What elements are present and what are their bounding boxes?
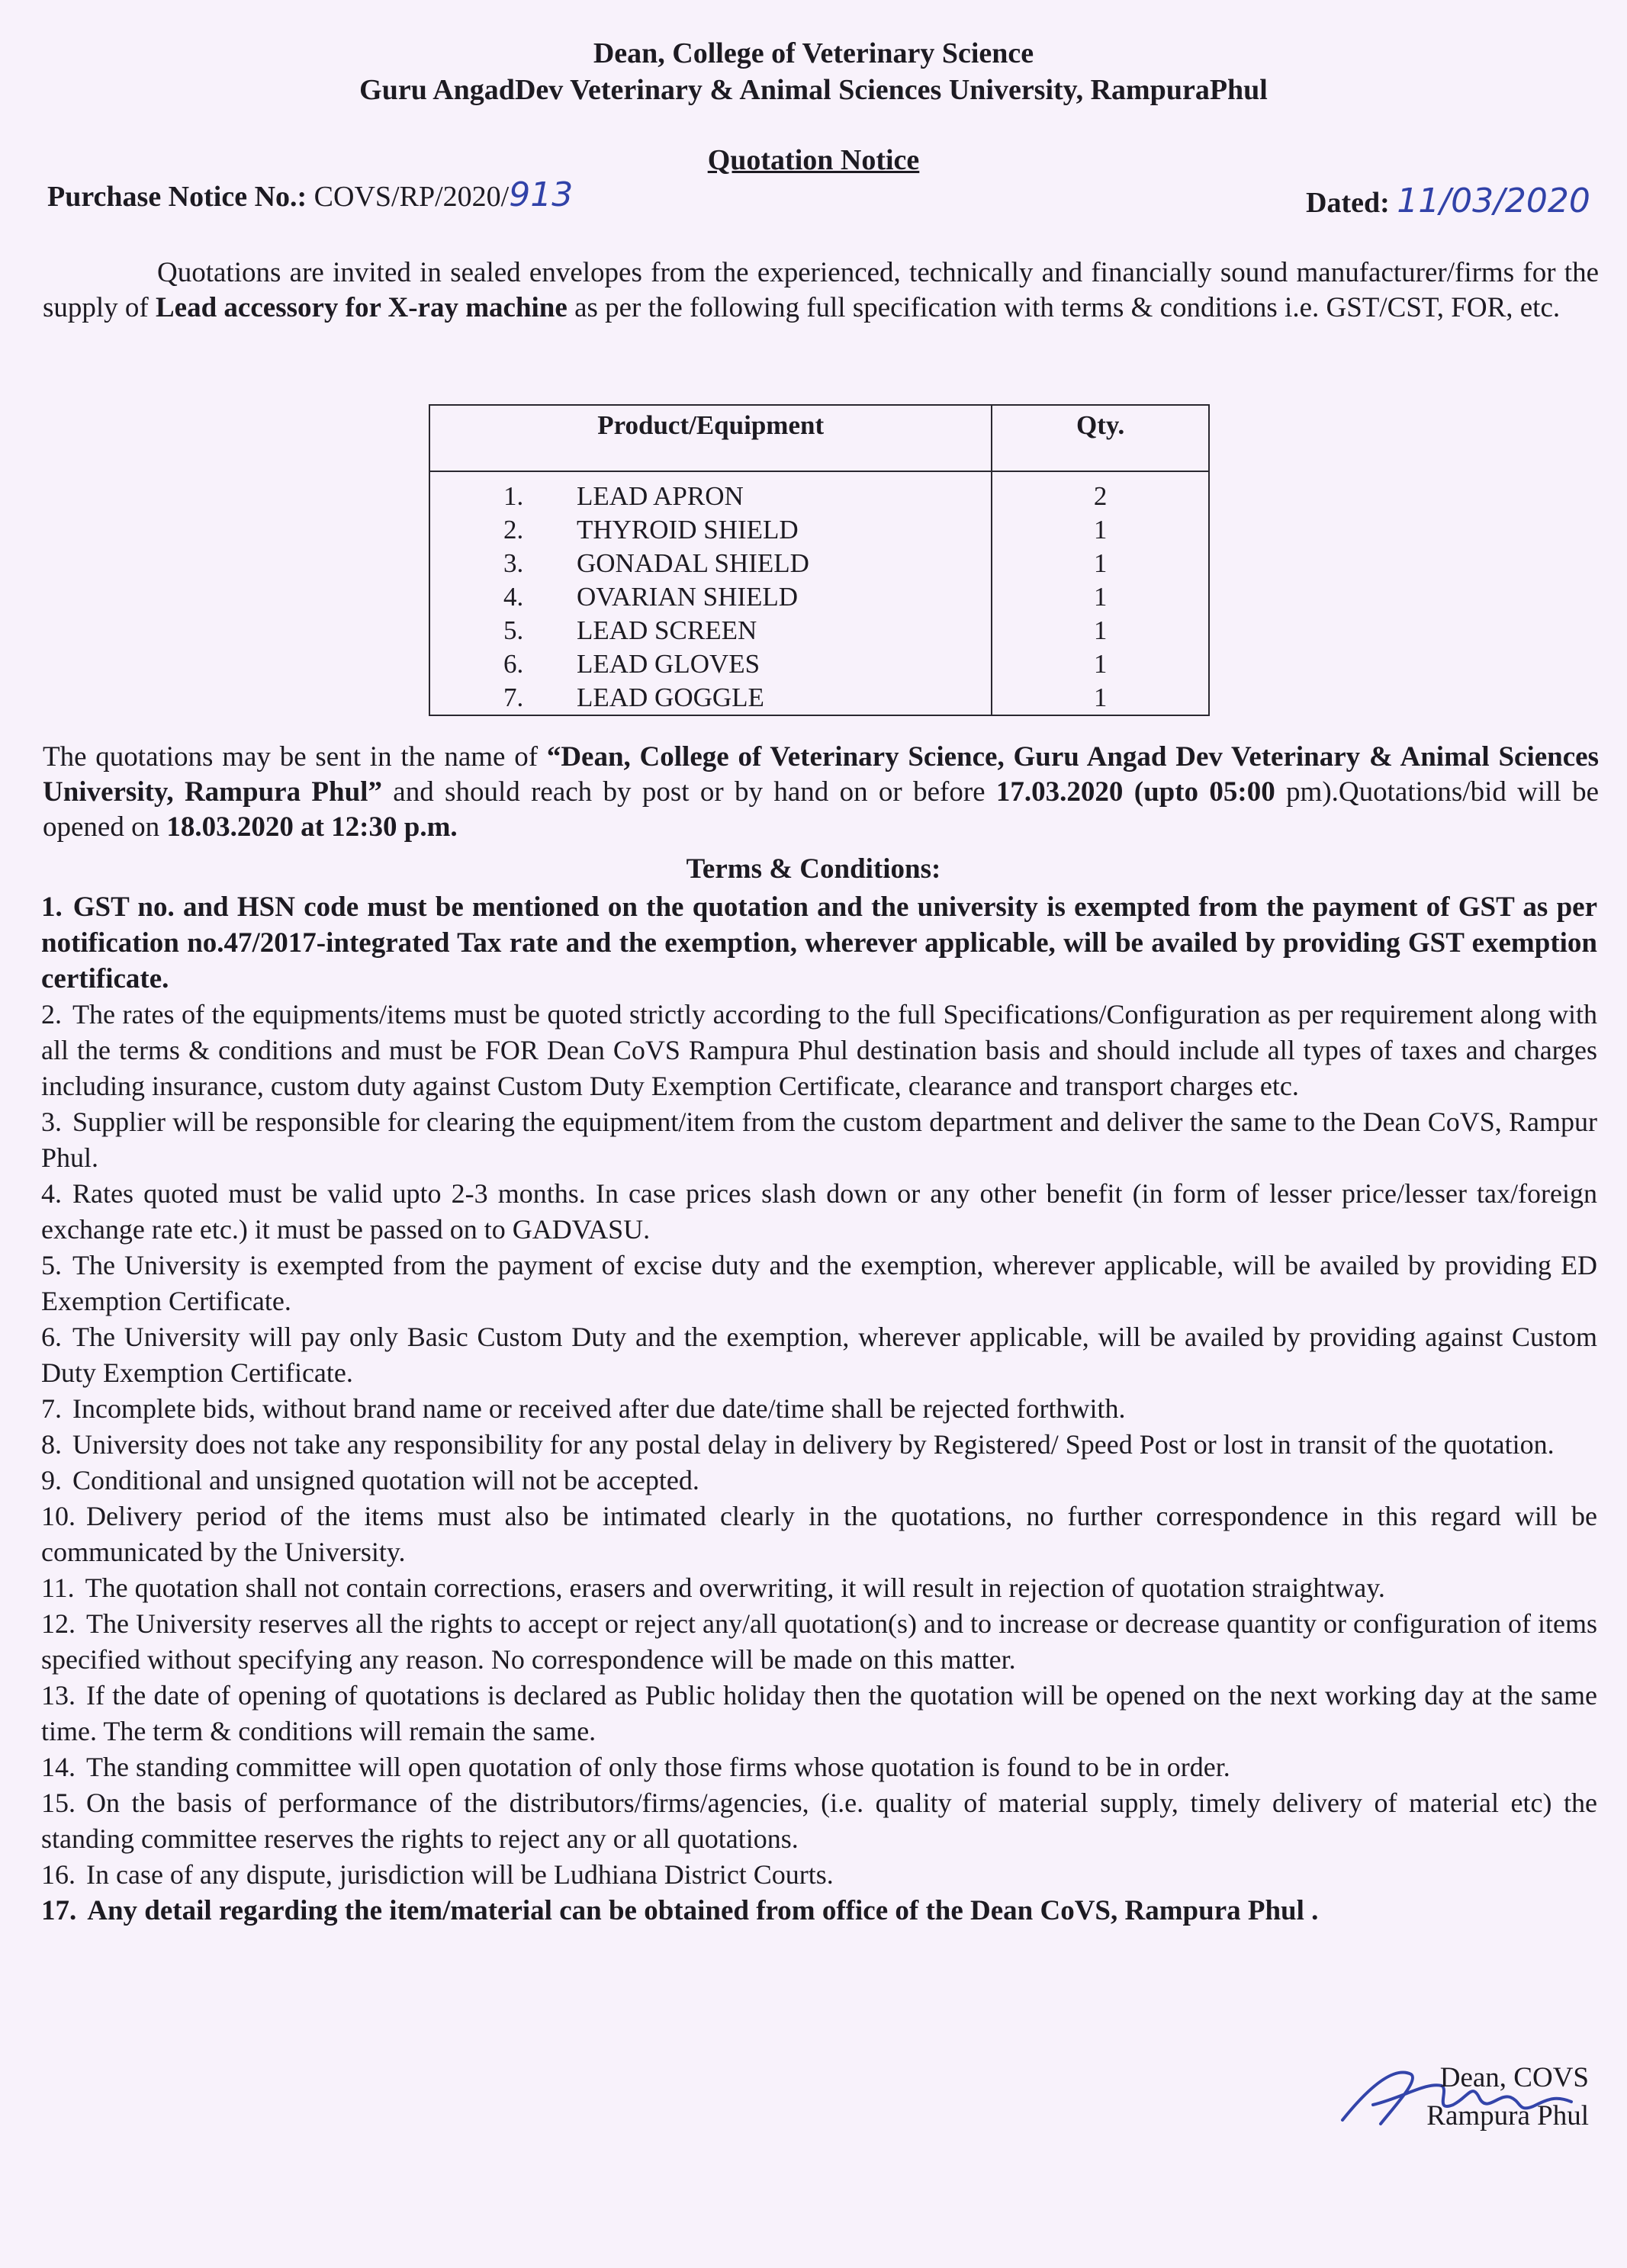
term-text: The rates of the equipments/items must be quoted strictly according to the full Specifications/Configuration as per requirement along with all the terms & conditions and must be FOR Dean CoVS Rampura Phul destination basis and should include all types of taxes and charges including insurance, custom duty against Custom Duty Exemption Certificate, clearance and transport charges etc. — [41, 999, 1597, 1101]
item-qty: 1 — [992, 614, 1209, 647]
term-item — [41, 1785, 1597, 1857]
term-number: 14. — [41, 1752, 76, 1782]
purchase-notice-number: Purchase Notice No.: COVS/RP/2020/913 — [47, 175, 574, 214]
term-text: The University reserves all the rights to accept or reject any/all quotation(s) and to increase or decrease quantity or configuration of items specified without specifying any reason. No correspondence will be made on this matter. — [41, 1608, 1597, 1675]
term-number: 8. — [41, 1429, 62, 1460]
handwritten-date: 11/03/2020 — [1397, 182, 1590, 220]
item-number: 2. — [503, 515, 524, 545]
item-qty: 1 — [992, 681, 1209, 715]
term-number: 7. — [41, 1393, 62, 1424]
term-number: 4. — [41, 1178, 62, 1209]
item-number: 7. — [503, 683, 524, 712]
term-item — [41, 1893, 1597, 1929]
header-line-2: Guru AngadDev Veterinary & Animal Sciences University, RampuraPhul — [359, 74, 1268, 106]
term-item — [41, 1606, 1597, 1678]
item-cell — [429, 580, 992, 614]
term-text: Delivery period of the items must also be intimated clearly in the quotations, no further correspondence in this regard will be communicated by the University. — [41, 1501, 1597, 1567]
term-number: 3. — [41, 1107, 62, 1137]
item-qty: 1 — [992, 580, 1209, 614]
table-row — [429, 471, 1209, 513]
term-text: The University is exempted from the payment of excise duty and the exemption, wherever applicable, will be availed by providing ED Exemption Certificate. — [41, 1250, 1597, 1316]
term-text: If the date of opening of quotations is declared as Public holiday then the quotation will be opened on the next working day at the same time. The term & conditions will remain the same. — [41, 1680, 1597, 1746]
item-qty: 1 — [992, 547, 1209, 580]
term-number: 6. — [41, 1322, 62, 1352]
item-cell — [429, 547, 992, 580]
items-table — [429, 404, 1210, 716]
term-text: The quotation shall not contain corrections, erasers and overwriting, it will result in rejection of quotation straightway. — [85, 1573, 1385, 1603]
term-item — [41, 1319, 1597, 1391]
item-qty: 1 — [992, 647, 1209, 681]
item-name: THYROID SHIELD — [577, 515, 799, 545]
term-number: 9. — [41, 1465, 62, 1495]
signature-place: Rampura Phul — [1426, 2100, 1589, 2131]
term-item — [41, 1463, 1597, 1499]
term-item — [41, 1176, 1597, 1248]
term-item — [41, 1104, 1597, 1176]
item-number: 4. — [503, 582, 524, 612]
term-item — [41, 1499, 1597, 1570]
term-number: 12. — [41, 1608, 76, 1639]
item-number: 5. — [503, 615, 524, 645]
term-number: 11. — [41, 1573, 75, 1603]
column-header-qty: Qty. — [992, 405, 1209, 471]
term-item — [41, 997, 1597, 1104]
table-row — [429, 681, 1209, 715]
term-text: Rates quoted must be valid upto 2-3 months. In case prices slash down or any other benefit (in form of lesser price/lesser tax/foreign exchange rate etc.) it must be passed on to GADVASU. — [41, 1178, 1597, 1245]
term-number: 16. — [41, 1859, 76, 1890]
item-cell — [429, 513, 992, 547]
term-number: 2. — [41, 999, 62, 1030]
term-number: 17. — [41, 1895, 77, 1926]
term-item — [41, 1248, 1597, 1319]
term-item — [41, 889, 1597, 997]
column-header-product: Product/Equipment — [429, 405, 992, 471]
notice-title: Quotation Notice — [707, 144, 920, 176]
item-name: LEAD SCREEN — [577, 615, 757, 645]
table-row — [429, 513, 1209, 547]
item-number: 1. — [503, 481, 524, 511]
term-item — [41, 1857, 1597, 1893]
term-number: 10. — [41, 1501, 76, 1531]
item-cell — [429, 681, 992, 715]
terms-list — [41, 889, 1597, 1929]
header-line-1: Dean, College of Veterinary Science — [593, 37, 1034, 69]
item-name: LEAD APRON — [577, 481, 744, 511]
term-text: Incomplete bids, without brand name or received after due date/time shall be rejected forthwith. — [72, 1393, 1126, 1424]
term-text: In case of any dispute, jurisdiction will be Ludhiana District Courts. — [86, 1859, 834, 1890]
term-item — [41, 1749, 1597, 1785]
term-number: 5. — [41, 1250, 62, 1280]
term-text: GST no. and HSN code must be mentioned on the quotation and the university is exempted from the payment of GST as per notification no.47/2017-integrated Tax rate and the exemption, wherever applicable, will be availed by providing GST exemption certificate. — [41, 891, 1597, 994]
signature-block — [1426, 2059, 1589, 2135]
item-name: GONADAL SHIELD — [577, 548, 809, 578]
term-number: 13. — [41, 1680, 76, 1711]
intro-paragraph: Quotations are invited in sealed envelopes from the experienced, technically and financially sound manufacturer/firms for the supply of Lead accessory for X-ray machine as per the following full specification with terms & conditions i.e. GST/CST, FOR, etc. — [43, 257, 1599, 323]
terms-title: Terms & Conditions: — [686, 853, 941, 885]
signature-title: Dean, COVS — [1439, 2062, 1589, 2093]
handwritten-notice-number: 913 — [509, 175, 574, 214]
item-qty: 1 — [992, 513, 1209, 547]
term-item — [41, 1391, 1597, 1427]
item-name: LEAD GLOVES — [577, 649, 760, 679]
item-qty: 2 — [992, 471, 1209, 513]
term-number: 1. — [41, 891, 63, 923]
term-number: 15. — [41, 1788, 76, 1818]
term-text: Supplier will be responsible for clearing the equipment/item from the custom department and deliver the same to the Dean CoVS, Rampur Phul. — [41, 1107, 1597, 1173]
term-text: Conditional and unsigned quotation will not be accepted. — [72, 1465, 699, 1495]
term-item — [41, 1678, 1597, 1749]
item-cell — [429, 647, 992, 681]
term-text: The University will pay only Basic Custom Duty and the exemption, wherever applicable, will be availed by providing against Custom Duty Exemption Certificate. — [41, 1322, 1597, 1388]
term-text: The standing committee will open quotation of only those firms whose quotation is found to be in order. — [86, 1752, 1230, 1782]
item-number: 3. — [503, 548, 524, 578]
item-cell — [429, 471, 992, 513]
dated: Dated: 11/03/2020 — [1306, 182, 1590, 220]
item-number: 6. — [503, 649, 524, 679]
table-row — [429, 647, 1209, 681]
term-text: University does not take any responsibility for any postal delay in delivery by Registered/ Speed Post or lost in transit of the quotation. — [72, 1429, 1555, 1460]
table-row — [429, 614, 1209, 647]
term-text: Any detail regarding the item/material can be obtained from office of the Dean CoVS, Rampura Phul . — [87, 1895, 1319, 1926]
item-name: OVARIAN SHIELD — [577, 582, 799, 612]
table-row — [429, 547, 1209, 580]
submission-paragraph: The quotations may be sent in the name of “Dean, College of Veterinary Science, Guru Angad Dev Veterinary & Animal Sciences University, Rampura Phul” and should reach by post or by hand on or before 17.03.2020 (upto 05:00 pm).Quotations/bid will be opened on 18.03.2020 at 12:30 p.m. — [43, 741, 1599, 843]
term-item — [41, 1427, 1597, 1463]
item-name: LEAD GOGGLE — [577, 683, 764, 712]
term-item — [41, 1570, 1597, 1606]
item-cell — [429, 614, 992, 647]
term-text: On the basis of performance of the distributors/firms/agencies, (i.e. quality of material supply, timely delivery of material etc) the standing committee reserves the rights to reject any or all quotations. — [41, 1788, 1597, 1854]
table-row — [429, 580, 1209, 614]
